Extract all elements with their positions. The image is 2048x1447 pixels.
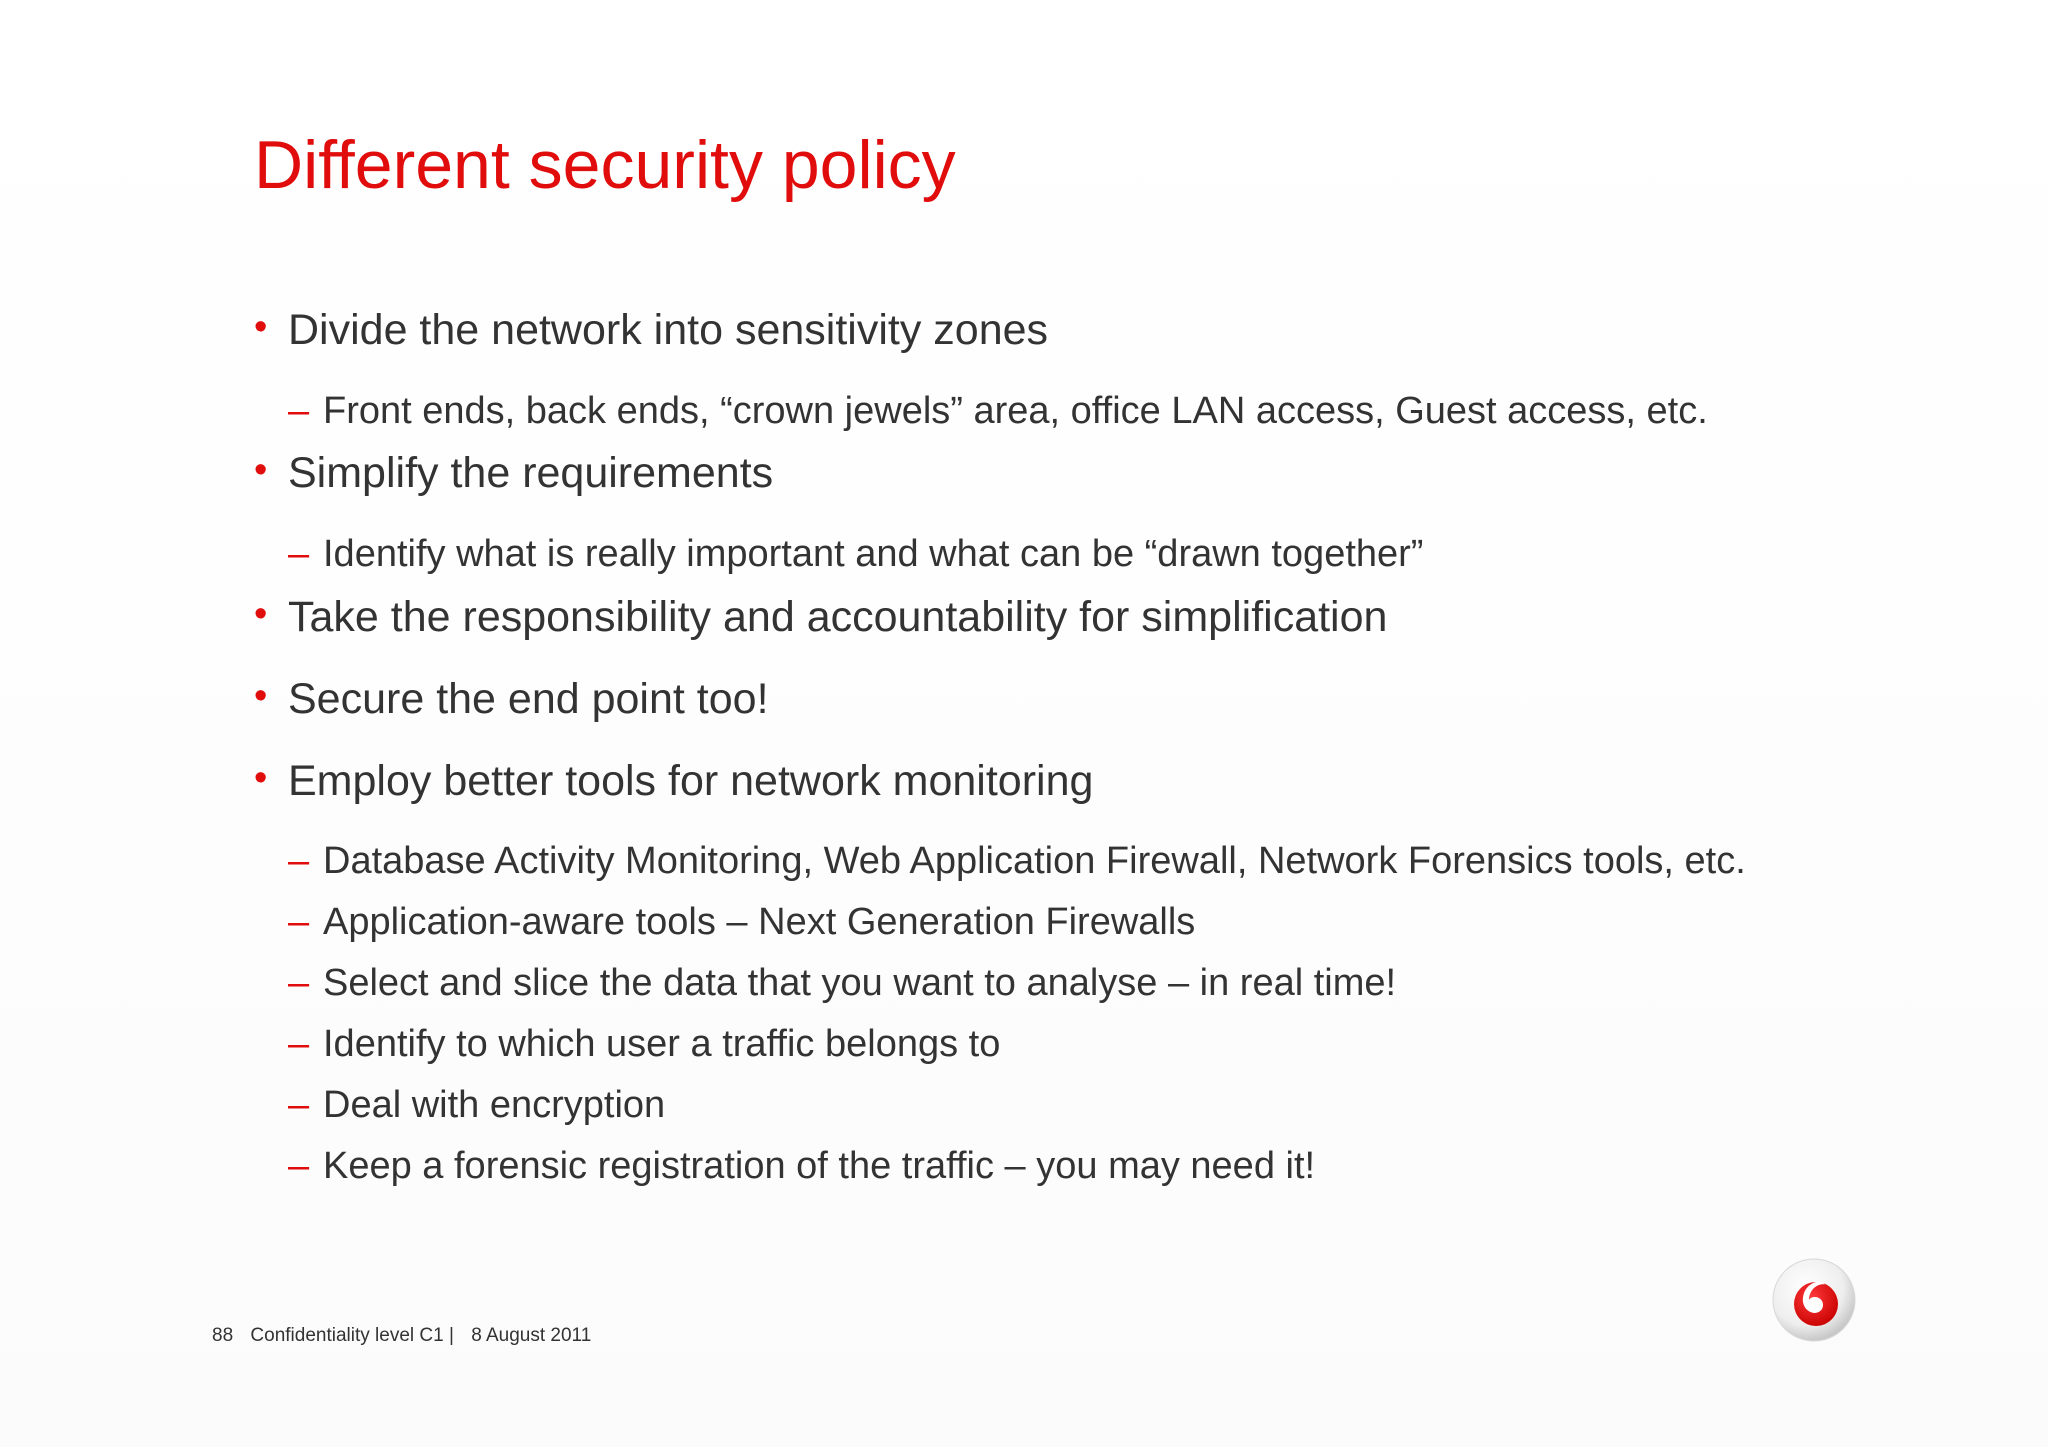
sub-bullet-marker: – [288,840,310,882]
sub-bullet-text: Identify to which user a traffic belongs to [323,1023,1001,1065]
page-number: 88 [212,1325,234,1346]
sub-bullet-marker: – [288,1145,310,1187]
sub-bullet-text: Identify what is really important and what can be “drawn together” [323,533,1424,575]
bullet-text: Divide the network into sensitivity zones [288,306,1049,354]
bullet-marker: • [254,449,268,491]
bullet-marker: • [254,593,268,635]
bullet-marker: • [254,675,268,717]
sub-bullet-marker: – [288,901,310,943]
slide-title: Different security policy [254,127,956,203]
bullet-text: Simplify the requirements [288,449,774,497]
sub-bullet-marker: – [288,533,310,575]
bullet-marker: • [254,757,268,799]
sub-bullet-text: Keep a forensic registration of the traffic – you may need it! [323,1145,1316,1187]
sub-bullet-marker: – [288,1023,310,1065]
bullet-text: Take the responsibility and accountability for simplification [288,593,1388,641]
footer-date: 8 August 2011 [471,1325,592,1346]
sub-bullet-text: Database Activity Monitoring, Web Application Firewall, Network Forensics tools, etc. [323,840,1746,882]
vodafone-logo-icon [1772,1258,1856,1342]
vodafone-speechmark-icon [1772,1258,1856,1342]
sub-bullet-marker: – [288,1084,310,1126]
sub-bullet-text: Application-aware tools – Next Generation Firewalls [323,901,1196,943]
sub-bullet-marker: – [288,390,310,432]
bullet-marker: • [254,306,268,348]
sub-bullet-text: Deal with encryption [323,1084,666,1126]
sub-bullet-marker: – [288,962,310,1004]
footer [212,1325,603,1347]
sub-bullet-text: Front ends, back ends, “crown jewels” area, office LAN access, Guest access, etc. [323,390,1708,432]
confidentiality-label: Confidentiality level C1 | [250,1325,454,1346]
bullet-text: Secure the end point too! [288,675,769,723]
bullet-text: Employ better tools for network monitoring [288,757,1094,805]
sub-bullet-text: Select and slice the data that you want to analyse – in real time! [323,962,1397,1004]
